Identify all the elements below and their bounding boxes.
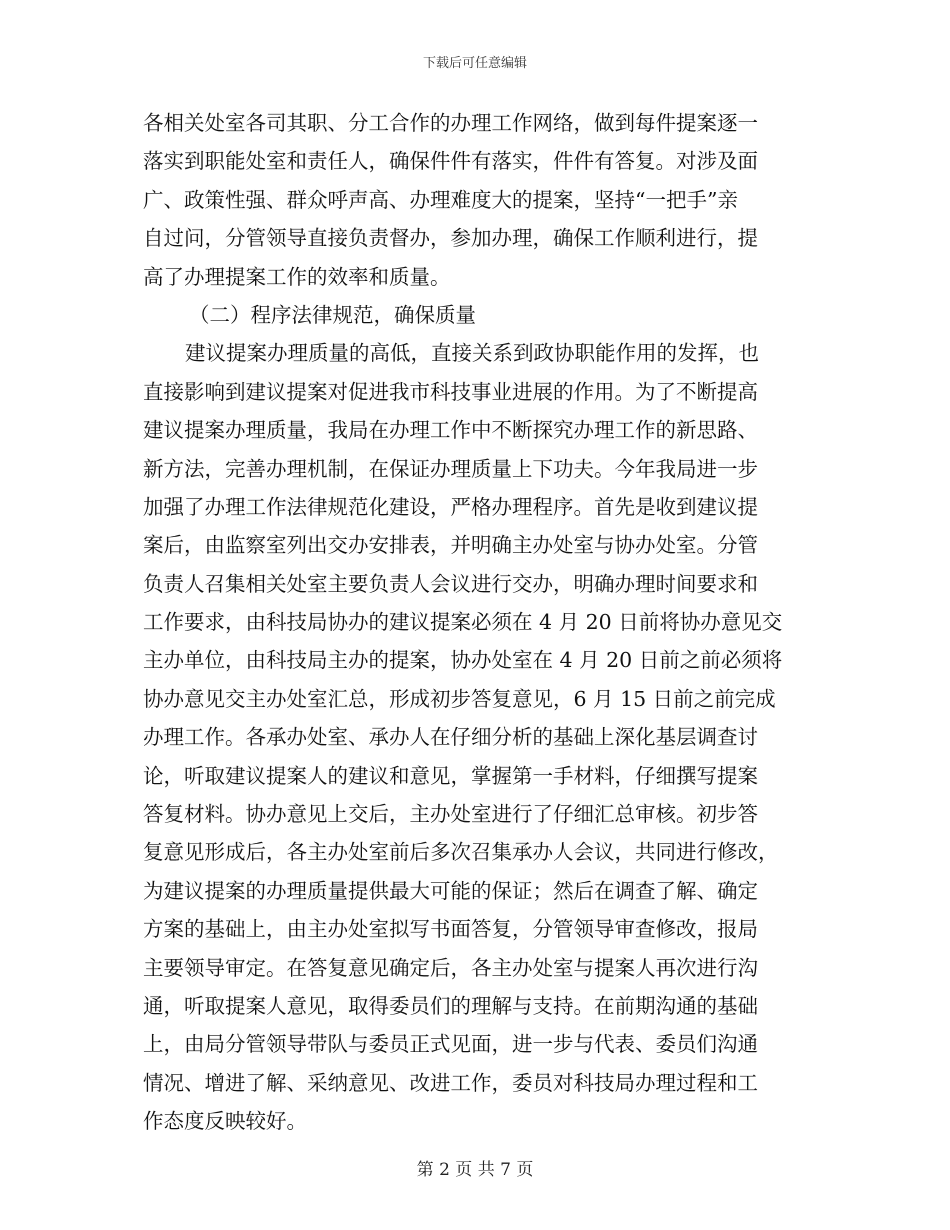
page-number: 第 2 页 共 7 页 (416, 1160, 534, 1180)
text-line: 负责人召集相关处室主要负责人会议进行交办，明确办理时间要求和 (143, 571, 758, 596)
text-line: 案后，由监察室列出交办安排表，并明确主办处室与协办处室。分管 (143, 533, 758, 558)
text-line: 论，听取建议提案人的建议和意见，掌握第一手材料，仔细撰写提案 (143, 763, 758, 788)
text-line: 复意见形成后，各主办处室前后多次召集承办人会议，共同进行修改， (143, 840, 779, 865)
text-line: 直接影响到建议提案对促进我市科技事业进展的作用。为了不断提高 (143, 379, 758, 404)
text-line: 主办单位，由科技局主办的提案，协办处室在 4 月 20 日前之前必须将 (143, 648, 783, 673)
text-line: 上，由局分管领导带队与委员正式见面，进一步与代表、委员们沟通 (143, 1032, 758, 1057)
text-line: 答复材料。协办意见上交后，主办处室进行了仔细汇总审核。初步答 (143, 802, 758, 827)
text-line: 各相关处室各司其职、分工合作的办理工作网络，做到每件提案逐一 (143, 111, 758, 135)
text-line: 加强了办理工作法律规范化建设，严格办理程序。首先是收到建议提 (143, 494, 758, 519)
text-line: 落实到职能处室和责任人，确保件件有落实，件件有答复。对涉及面 (143, 149, 758, 174)
text-line: 广、政策性强、群众呼声高、办理难度大的提案，坚持“一把手”亲 (143, 187, 738, 212)
document-body (143, 104, 811, 1141)
text-line: 办理工作。各承办处室、承办人在仔细分析的基础上深化基层调查讨 (143, 725, 758, 750)
text-line: 协办意见交主办处室汇总，形成初步答复意见，6 月 15 日前之前完成 (143, 686, 776, 711)
text-line: 作态度反映较好。 (143, 1109, 307, 1134)
text-line: 为建议提案的办理质量提供最大可能的保证；然后在调查了解、确定 (143, 878, 758, 903)
text-line: 建议提案办理质量，我局在办理工作中不断探究办理工作的新思路、 (143, 418, 758, 443)
text-line: 高了办理提案工作的效率和质量。 (143, 264, 451, 289)
text-line: 通，听取提案人意见，取得委员们的理解与支持。在前期沟通的基础 (143, 993, 758, 1018)
text-line: 自过问，分管领导直接负责督办，参加办理，确保工作顺利进行，提 (143, 226, 758, 251)
text-line: 方案的基础上，由主办处室拟写书面答复，分管领导审查修改，报局 (143, 917, 758, 942)
text-line: 情况、增进了解、采纳意见、改进工作，委员对科技局办理过程和工 (143, 1070, 758, 1095)
text-line: 新方法，完善办理机制，在保证办理质量上下功夫。今年我局进一步 (143, 456, 758, 481)
paragraph-first-line: 建议提案办理质量的高低，直接关系到政协职能作用的发挥，也 (185, 341, 759, 366)
text-line: 主要领导审定。在答复意见确定后，各主办处室与提案人再次进行沟 (143, 955, 758, 980)
section-heading: （二）程序法律规范，确保质量 (189, 302, 476, 327)
text-line: 工作要求，由科技局协办的建议提案必须在 4 月 20 日前将协办意见交 (143, 610, 783, 635)
page-header: 下载后可任意编辑 (422, 56, 527, 71)
